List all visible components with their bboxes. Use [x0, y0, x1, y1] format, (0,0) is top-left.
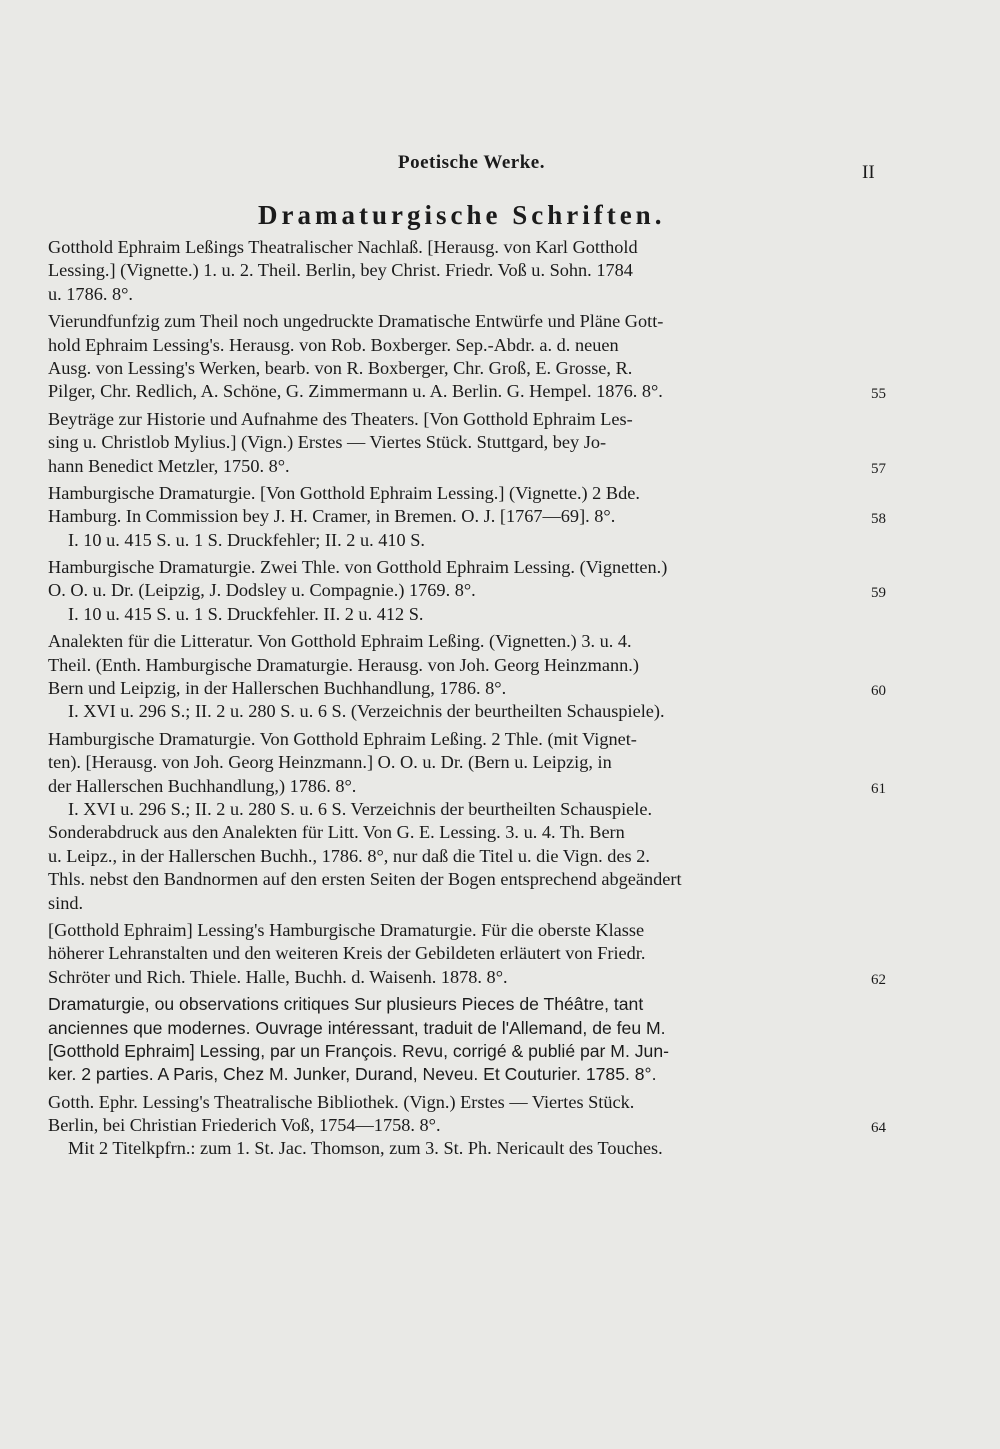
- entry-text: O. O. u. Dr. (Leipzig, J. Dodsley u. Compagnie.) 1769. 8°.: [48, 580, 476, 601]
- entry-text: Bern und Leipzig, in der Hallerschen Buchhandlung, 1786. 8°.: [48, 678, 507, 699]
- entry-text: Thls. nebst den Bandnormen auf den ersten Seiten der Bogen entsprechend abgeändert: [48, 869, 682, 890]
- entry-text: Theil. (Enth. Hamburgische Dramaturgie. Herausg. von Joh. Georg Heinzmann.): [48, 654, 639, 675]
- page-number: II: [862, 162, 875, 183]
- entry-text: Schröter und Rich. Thiele. Halle, Buchh. d. Waisenh. 1878. 8°.: [48, 966, 508, 987]
- entry-number: 57: [871, 460, 886, 477]
- bibliography-entry: [48, 408, 888, 478]
- bibliography-entry: [48, 728, 888, 915]
- entry-text: der Hallerschen Buchhandlung,) 1786. 8°.: [48, 775, 357, 796]
- entry-line: [48, 1040, 888, 1063]
- bibliography-entry: [48, 482, 888, 552]
- entry-line: [48, 868, 888, 891]
- entry-line: [48, 357, 888, 380]
- entry-note-line: [48, 529, 888, 552]
- entry-line: [48, 556, 888, 579]
- entry-text: u. 1786. 8°.: [48, 283, 134, 304]
- entry-line: [48, 775, 888, 798]
- entry-line: [48, 283, 888, 306]
- entry-line: [48, 821, 888, 844]
- entry-text: ker. 2 parties. A Paris, Chez M. Junker, Durand, Neveu. Et Couturier. 1785. 8°.: [48, 1064, 657, 1085]
- entry-text: Vierundfunfzig zum Theil noch ungedruckte Dramatische Entwürfe und Pläne Gott-: [48, 311, 664, 332]
- entry-line: [48, 579, 888, 602]
- entry-number: 55: [871, 386, 886, 403]
- bibliography-entry: [48, 919, 888, 989]
- entry-number: 64: [871, 1120, 886, 1137]
- entry-line: [48, 259, 888, 282]
- entry-line: [48, 993, 888, 1016]
- entry-line: [48, 677, 888, 700]
- entry-text: Dramaturgie, ou observations critiques Sur plusieurs Pieces de Théâtre, tant: [48, 994, 644, 1015]
- entry-line: [48, 505, 888, 528]
- entry-line: [48, 1091, 888, 1114]
- entry-text: sind.: [48, 892, 84, 913]
- entry-text: Berlin, bei Christian Friederich Voß, 1754—1758. 8°.: [48, 1115, 441, 1136]
- bibliography-entry: [48, 630, 888, 724]
- entry-text: ten). [Herausg. von Joh. Georg Heinzmann.] O. O. u. Dr. (Bern u. Leipzig, in: [48, 752, 612, 773]
- entry-text: Mit 2 Titelkpfrn.: zum 1. St. Jac. Thomson, zum 3. St. Ph. Nericault des Touches.: [68, 1138, 663, 1159]
- entry-line: [48, 845, 888, 868]
- entry-text: [Gotthold Ephraim] Lessing's Hamburgische Dramaturgie. Für die oberste Klasse: [48, 919, 645, 940]
- entry-text: Hamburgische Dramaturgie. Von Gotthold Ephraim Leßing. 2 Thle. (mit Vignet-: [48, 728, 637, 749]
- entry-note-line: [48, 798, 888, 821]
- entry-text: Gotthold Ephraim Leßings Theatralischer Nachlaß. [Herausg. von Karl Gotthold: [48, 237, 638, 257]
- entry-line: [48, 380, 888, 403]
- entry-number: 58: [871, 511, 886, 528]
- entry-line: [48, 942, 888, 965]
- entry-text: u. Leipz., in der Hallerschen Buchh., 1786. 8°, nur daß die Titel u. die Vign. des 2.: [48, 845, 650, 866]
- entry-note-line: [48, 603, 888, 626]
- entry-text: Lessing.] (Vignette.) 1. u. 2. Theil. Berlin, bey Christ. Friedr. Voß u. Sohn. 1784: [48, 260, 633, 281]
- entry-text: hold Ephraim Lessing's. Herausg. von Rob. Boxberger. Sep.-Abdr. a. d. neuen: [48, 334, 619, 355]
- entry-line: [48, 728, 888, 751]
- entry-text: I. 10 u. 415 S. u. 1 S. Druckfehler; II. 2 u. 410 S.: [68, 529, 425, 550]
- bibliography-entry: [48, 310, 888, 404]
- entry-line: [48, 431, 888, 454]
- entry-text: höherer Lehranstalten und den weiteren Kreis der Gebildeten erläutert von Friedr.: [48, 943, 646, 964]
- entry-line: [48, 966, 888, 989]
- entry-note-line: [48, 1137, 888, 1160]
- entry-text: Pilger, Chr. Redlich, A. Schöne, G. Zimmermann u. A. Berlin. G. Hempel. 1876. 8°.: [48, 381, 663, 402]
- entry-text: Ausg. von Lessing's Werken, bearb. von R. Boxberger, Chr. Groß, E. Grosse, R.: [48, 357, 633, 378]
- entry-line: [48, 482, 888, 505]
- entry-line: [48, 334, 888, 357]
- entry-line: [48, 310, 888, 333]
- entry-line: [48, 654, 888, 677]
- bibliography-entry: [48, 1091, 888, 1161]
- bibliography-entry: [48, 236, 888, 306]
- entry-line: [48, 892, 888, 915]
- entry-number: 60: [871, 683, 886, 700]
- entry-text: Gotth. Ephr. Lessing's Theatralische Bibliothek. (Vign.) Erstes — Viertes Stück.: [48, 1091, 635, 1112]
- entry-line: [48, 1017, 888, 1040]
- entry-text: Hamburg. In Commission bey J. H. Cramer, in Bremen. O. J. [1767—69]. 8°.: [48, 506, 616, 527]
- entry-text: I. XVI u. 296 S.; II. 2 u. 280 S. u. 6 S. (Verzeichnis der beurtheilten Schauspiele).: [68, 701, 665, 722]
- entry-line: [48, 236, 888, 259]
- entry-text: anciennes que modernes. Ouvrage intéressant, traduit de l'Allemand, de feu M.: [48, 1017, 666, 1038]
- entry-line: [48, 1114, 888, 1137]
- entry-line: [48, 1063, 888, 1086]
- entry-line: [48, 751, 888, 774]
- bibliography-entries: [48, 236, 888, 1165]
- entry-number: 61: [871, 780, 886, 797]
- entry-line: [48, 630, 888, 653]
- entry-text: I. XVI u. 296 S.; II. 2 u. 280 S. u. 6 S. Verzeichnis der beurtheilten Schauspiele.: [68, 798, 653, 819]
- entry-number: 62: [871, 971, 886, 988]
- entry-text: [Gotthold Ephraim] Lessing, par un François. Revu, corrigé & publié par M. Jun-: [48, 1040, 669, 1061]
- entry-line: [48, 919, 888, 942]
- entry-text: hann Benedict Metzler, 1750. 8°.: [48, 455, 290, 476]
- bibliography-entry: [48, 993, 888, 1087]
- entry-text: I. 10 u. 415 S. u. 1 S. Druckfehler. II. 2 u. 412 S.: [68, 603, 424, 624]
- running-head: Poetische Werke.: [398, 152, 545, 173]
- section-title: Dramaturgische Schriften.: [258, 200, 666, 230]
- entry-note-line: [48, 700, 888, 723]
- bibliography-entry: [48, 556, 888, 626]
- entry-text: Sonderabdruck aus den Analekten für Litt. Von G. E. Lessing. 3. u. 4. Th. Bern: [48, 822, 625, 843]
- entry-text: Analekten für die Litteratur. Von Gotthold Ephraim Leßing. (Vignetten.) 3. u. 4.: [48, 631, 632, 652]
- entry-line: [48, 455, 888, 478]
- entry-text: Hamburgische Dramaturgie. [Von Gotthold Ephraim Lessing.] (Vignette.) 2 Bde.: [48, 482, 640, 503]
- entry-text: sing u. Christlob Mylius.] (Vign.) Erstes — Viertes Stück. Stuttgard, bey Jo-: [48, 432, 607, 453]
- entry-number: 59: [871, 585, 886, 602]
- entry-text: Beyträge zur Historie und Aufnahme des Theaters. [Von Gotthold Ephraim Les-: [48, 408, 633, 429]
- entry-text: Hamburgische Dramaturgie. Zwei Thle. von Gotthold Ephraim Lessing. (Vignetten.): [48, 557, 668, 578]
- entry-line: [48, 408, 888, 431]
